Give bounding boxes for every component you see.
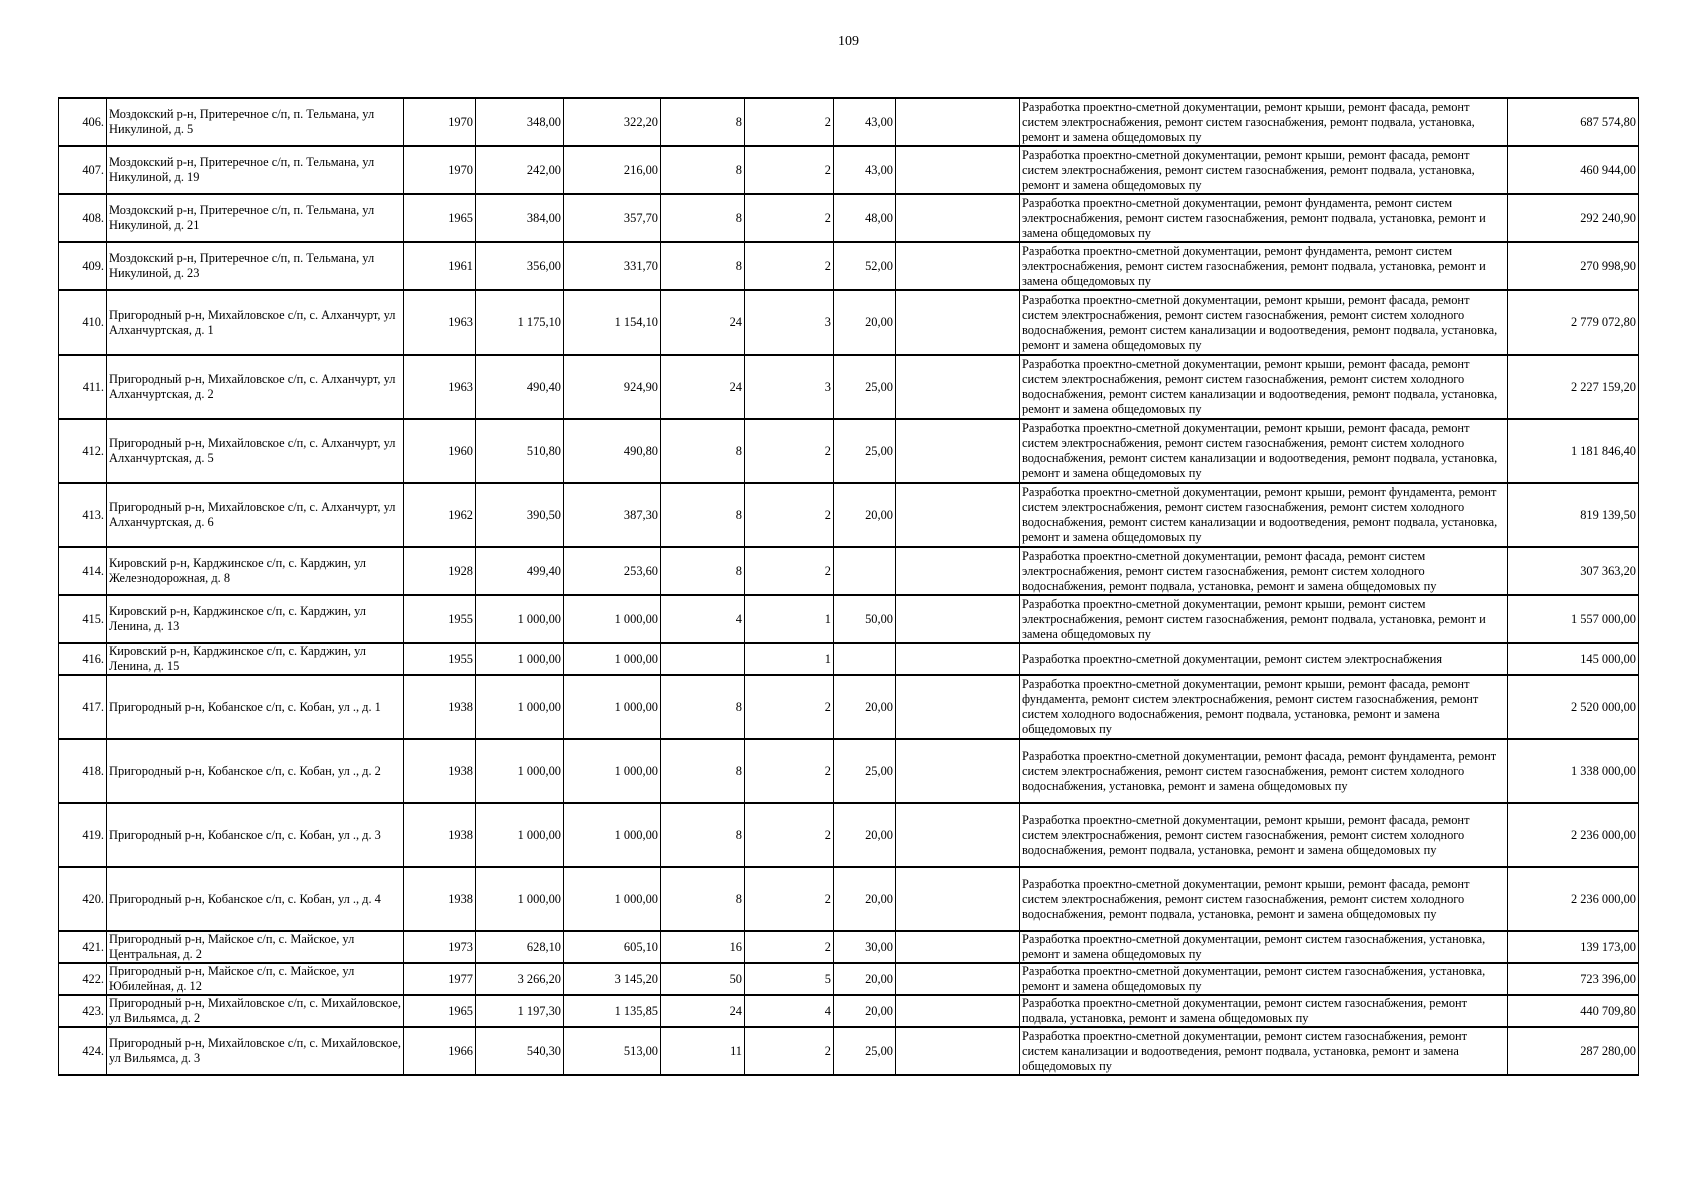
row-number-cell: 423.	[59, 995, 107, 1027]
apartments-cell: 8	[661, 146, 745, 194]
year-cell: 1961	[404, 242, 476, 290]
blank-cell	[896, 547, 1020, 595]
wear-cell: 20,00	[834, 867, 896, 931]
cost-cell: 270 998,90	[1508, 242, 1639, 290]
row-number-cell: 424.	[59, 1027, 107, 1075]
total-area-cell: 356,00	[476, 242, 564, 290]
works-cell: Разработка проектно-сметной документации, ремонт крыши, ремонт фасада, ремонт систем электроснабжения, ремонт систем газоснабжения, ремонт подвала, установка, ремонт и замена общедомовых пу	[1020, 98, 1508, 146]
total-area-cell: 628,10	[476, 931, 564, 963]
apartments-cell: 11	[661, 1027, 745, 1075]
table-row	[59, 995, 1639, 1027]
year-cell: 1938	[404, 803, 476, 867]
blank-cell	[896, 867, 1020, 931]
wear-cell: 25,00	[834, 419, 896, 483]
wear-cell: 25,00	[834, 739, 896, 803]
wear-cell: 43,00	[834, 98, 896, 146]
apartments-cell: 8	[661, 675, 745, 739]
living-area-cell: 253,60	[564, 547, 661, 595]
year-cell: 1970	[404, 98, 476, 146]
floors-cell: 5	[745, 963, 834, 995]
table-row	[59, 98, 1639, 146]
year-cell: 1973	[404, 931, 476, 963]
address-cell: Моздокский р-н, Притеречное с/п, п. Тельмана, ул Никулиной, д. 5	[107, 98, 404, 146]
cost-cell: 2 236 000,00	[1508, 803, 1639, 867]
works-cell: Разработка проектно-сметной документации, ремонт крыши, ремонт фасада, ремонт систем электроснабжения, ремонт систем газоснабжения, ремонт систем холодного водоснабжения, ремонт систем канализации и водоотведения, ремонт подвала, установка, ремонт и замена общедомовых пу	[1020, 355, 1508, 419]
works-cell: Разработка проектно-сметной документации, ремонт крыши, ремонт фасада, ремонт систем электроснабжения, ремонт систем газоснабжения, ремонт систем холодного водоснабжения, ремонт систем канализации и водоотведения, ремонт подвала, установка, ремонт и замена общедомовых пу	[1020, 290, 1508, 355]
living-area-cell: 357,70	[564, 194, 661, 242]
total-area-cell: 490,40	[476, 355, 564, 419]
row-number-cell: 415.	[59, 595, 107, 643]
year-cell: 1977	[404, 963, 476, 995]
works-cell: Разработка проектно-сметной документации, ремонт систем газоснабжения, ремонт подвала, установка, ремонт и замена общедомовых пу	[1020, 995, 1508, 1027]
floors-cell: 1	[745, 643, 834, 675]
apartments-cell: 50	[661, 963, 745, 995]
wear-cell: 20,00	[834, 963, 896, 995]
blank-cell	[896, 595, 1020, 643]
works-cell: Разработка проектно-сметной документации, ремонт крыши, ремонт систем электроснабжения, ремонт систем газоснабжения, ремонт подвала, установка, ремонт и замена общедомовых пу	[1020, 595, 1508, 643]
floors-cell: 3	[745, 290, 834, 355]
floors-cell: 2	[745, 1027, 834, 1075]
year-cell: 1955	[404, 595, 476, 643]
cost-cell: 139 173,00	[1508, 931, 1639, 963]
table-body	[59, 98, 1639, 1075]
floors-cell: 2	[745, 547, 834, 595]
address-cell: Пригородный р-н, Михайловское с/п, с. Алханчурт, ул Алханчуртская, д. 2	[107, 355, 404, 419]
table-row	[59, 803, 1639, 867]
address-cell: Пригородный р-н, Кобанское с/п, с. Кобан, ул ., д. 1	[107, 675, 404, 739]
living-area-cell: 387,30	[564, 483, 661, 547]
wear-cell: 25,00	[834, 1027, 896, 1075]
table-row	[59, 963, 1639, 995]
works-cell: Разработка проектно-сметной документации, ремонт фасада, ремонт фундамента, ремонт систем электроснабжения, ремонт систем газоснабжения, ремонт систем холодного водоснабжения, установка, ремонт и замена общедомовых пу	[1020, 739, 1508, 803]
table-row	[59, 867, 1639, 931]
floors-cell: 4	[745, 995, 834, 1027]
year-cell: 1928	[404, 547, 476, 595]
wear-cell: 20,00	[834, 995, 896, 1027]
address-cell: Пригородный р-н, Майское с/п, с. Майское, ул Центральная, д. 2	[107, 931, 404, 963]
blank-cell	[896, 643, 1020, 675]
floors-cell: 2	[745, 194, 834, 242]
living-area-cell: 1 000,00	[564, 803, 661, 867]
housing-repair-table	[58, 97, 1639, 1076]
wear-cell: 20,00	[834, 483, 896, 547]
works-cell: Разработка проектно-сметной документации, ремонт фундамента, ремонт систем электроснабжения, ремонт систем газоснабжения, ремонт подвала, установка, ремонт и замена общедомовых пу	[1020, 194, 1508, 242]
address-cell: Пригородный р-н, Кобанское с/п, с. Кобан, ул ., д. 2	[107, 739, 404, 803]
year-cell: 1962	[404, 483, 476, 547]
year-cell: 1965	[404, 995, 476, 1027]
total-area-cell: 1 000,00	[476, 643, 564, 675]
cost-cell: 460 944,00	[1508, 146, 1639, 194]
apartments-cell: 24	[661, 995, 745, 1027]
blank-cell	[896, 963, 1020, 995]
address-cell: Пригородный р-н, Кобанское с/п, с. Кобан, ул ., д. 4	[107, 867, 404, 931]
cost-cell: 1 557 000,00	[1508, 595, 1639, 643]
wear-cell: 43,00	[834, 146, 896, 194]
row-number-cell: 421.	[59, 931, 107, 963]
apartments-cell: 4	[661, 595, 745, 643]
row-number-cell: 407.	[59, 146, 107, 194]
floors-cell: 2	[745, 867, 834, 931]
apartments-cell: 16	[661, 931, 745, 963]
row-number-cell: 412.	[59, 419, 107, 483]
cost-cell: 1 338 000,00	[1508, 739, 1639, 803]
blank-cell	[896, 803, 1020, 867]
row-number-cell: 422.	[59, 963, 107, 995]
living-area-cell: 331,70	[564, 242, 661, 290]
row-number-cell: 409.	[59, 242, 107, 290]
floors-cell: 2	[745, 146, 834, 194]
floors-cell: 2	[745, 931, 834, 963]
works-cell: Разработка проектно-сметной документации, ремонт крыши, ремонт фасада, ремонт систем электроснабжения, ремонт систем газоснабжения, ремонт подвала, установка, ремонт и замена общедомовых пу	[1020, 146, 1508, 194]
apartments-cell: 24	[661, 355, 745, 419]
address-cell: Пригородный р-н, Майское с/п, с. Майское, ул Юбилейная, д. 12	[107, 963, 404, 995]
apartments-cell: 8	[661, 419, 745, 483]
total-area-cell: 1 000,00	[476, 675, 564, 739]
floors-cell: 2	[745, 242, 834, 290]
cost-cell: 723 396,00	[1508, 963, 1639, 995]
table-row	[59, 547, 1639, 595]
table-row	[59, 355, 1639, 419]
living-area-cell: 1 135,85	[564, 995, 661, 1027]
year-cell: 1963	[404, 355, 476, 419]
year-cell: 1955	[404, 643, 476, 675]
works-cell: Разработка проектно-сметной документации, ремонт систем газоснабжения, установка, ремонт и замена общедомовых пу	[1020, 963, 1508, 995]
year-cell: 1963	[404, 290, 476, 355]
floors-cell: 1	[745, 595, 834, 643]
row-number-cell: 414.	[59, 547, 107, 595]
table-row	[59, 483, 1639, 547]
living-area-cell: 605,10	[564, 931, 661, 963]
living-area-cell: 216,00	[564, 146, 661, 194]
total-area-cell: 499,40	[476, 547, 564, 595]
total-area-cell: 1 000,00	[476, 595, 564, 643]
works-cell: Разработка проектно-сметной документации, ремонт систем газоснабжения, ремонт систем канализации и водоотведения, ремонт подвала, установка, ремонт и замена общедомовых пу	[1020, 1027, 1508, 1075]
apartments-cell	[661, 643, 745, 675]
apartments-cell: 24	[661, 290, 745, 355]
blank-cell	[896, 146, 1020, 194]
wear-cell: 20,00	[834, 675, 896, 739]
row-number-cell: 413.	[59, 483, 107, 547]
table-row	[59, 739, 1639, 803]
address-cell: Кировский р-н, Карджинское с/п, с. Карджин, ул Ленина, д. 13	[107, 595, 404, 643]
living-area-cell: 490,80	[564, 419, 661, 483]
wear-cell	[834, 547, 896, 595]
works-cell: Разработка проектно-сметной документации, ремонт крыши, ремонт фасада, ремонт систем электроснабжения, ремонт систем газоснабжения, ремонт систем холодного водоснабжения, ремонт подвала, установка, ремонт и замена общедомовых пу	[1020, 867, 1508, 931]
blank-cell	[896, 1027, 1020, 1075]
total-area-cell: 348,00	[476, 98, 564, 146]
cost-cell: 292 240,90	[1508, 194, 1639, 242]
address-cell: Пригородный р-н, Михайловское с/п, с. Алханчурт, ул Алханчуртская, д. 1	[107, 290, 404, 355]
address-cell: Кировский р-н, Карджинское с/п, с. Карджин, ул Ленина, д. 15	[107, 643, 404, 675]
address-cell: Пригородный р-н, Михайловское с/п, с. Алханчурт, ул Алханчуртская, д. 6	[107, 483, 404, 547]
works-cell: Разработка проектно-сметной документации, ремонт крыши, ремонт фасада, ремонт фундамента, ремонт систем электроснабжения, ремонт систем газоснабжения, ремонт систем холодного водоснабжения, ремонт подвала, установка, ремонт и замена общедомовых пу	[1020, 675, 1508, 739]
living-area-cell: 1 000,00	[564, 643, 661, 675]
row-number-cell: 411.	[59, 355, 107, 419]
table-row	[59, 419, 1639, 483]
year-cell: 1966	[404, 1027, 476, 1075]
total-area-cell: 510,80	[476, 419, 564, 483]
table-row	[59, 1027, 1639, 1075]
cost-cell: 1 181 846,40	[1508, 419, 1639, 483]
total-area-cell: 384,00	[476, 194, 564, 242]
blank-cell	[896, 995, 1020, 1027]
row-number-cell: 418.	[59, 739, 107, 803]
cost-cell: 440 709,80	[1508, 995, 1639, 1027]
year-cell: 1938	[404, 867, 476, 931]
address-cell: Моздокский р-н, Притеречное с/п, п. Тельмана, ул Никулиной, д. 23	[107, 242, 404, 290]
apartments-cell: 8	[661, 867, 745, 931]
wear-cell: 25,00	[834, 355, 896, 419]
living-area-cell: 322,20	[564, 98, 661, 146]
cost-cell: 687 574,80	[1508, 98, 1639, 146]
address-cell: Моздокский р-н, Притеречное с/п, п. Тельмана, ул Никулиной, д. 19	[107, 146, 404, 194]
cost-cell: 307 363,20	[1508, 547, 1639, 595]
total-area-cell: 1 175,10	[476, 290, 564, 355]
row-number-cell: 410.	[59, 290, 107, 355]
total-area-cell: 540,30	[476, 1027, 564, 1075]
apartments-cell: 8	[661, 739, 745, 803]
blank-cell	[896, 419, 1020, 483]
table-row	[59, 146, 1639, 194]
total-area-cell: 242,00	[476, 146, 564, 194]
row-number-cell: 420.	[59, 867, 107, 931]
row-number-cell: 417.	[59, 675, 107, 739]
table-row	[59, 595, 1639, 643]
wear-cell	[834, 643, 896, 675]
cost-cell: 2 227 159,20	[1508, 355, 1639, 419]
blank-cell	[896, 242, 1020, 290]
living-area-cell: 1 000,00	[564, 867, 661, 931]
living-area-cell: 924,90	[564, 355, 661, 419]
works-cell: Разработка проектно-сметной документации, ремонт фасада, ремонт систем электроснабжения, ремонт систем газоснабжения, ремонт систем холодного водоснабжения, ремонт подвала, установка, ремонт и замена общедомовых пу	[1020, 547, 1508, 595]
address-cell: Моздокский р-н, Притеречное с/п, п. Тельмана, ул Никулиной, д. 21	[107, 194, 404, 242]
row-number-cell: 406.	[59, 98, 107, 146]
wear-cell: 52,00	[834, 242, 896, 290]
apartments-cell: 8	[661, 547, 745, 595]
apartments-cell: 8	[661, 98, 745, 146]
table-row	[59, 194, 1639, 242]
cost-cell: 2 779 072,80	[1508, 290, 1639, 355]
works-cell: Разработка проектно-сметной документации, ремонт крыши, ремонт фундамента, ремонт систем электроснабжения, ремонт систем газоснабжения, ремонт систем холодного водоснабжения, ремонт систем канализации и водоотведения, ремонт подвала, установка, ремонт и замена общедомовых пу	[1020, 483, 1508, 547]
living-area-cell: 3 145,20	[564, 963, 661, 995]
apartments-cell: 8	[661, 483, 745, 547]
table-row	[59, 675, 1639, 739]
cost-cell: 2 236 000,00	[1508, 867, 1639, 931]
apartments-cell: 8	[661, 194, 745, 242]
total-area-cell: 390,50	[476, 483, 564, 547]
apartments-cell: 8	[661, 803, 745, 867]
wear-cell: 48,00	[834, 194, 896, 242]
blank-cell	[896, 483, 1020, 547]
cost-cell: 819 139,50	[1508, 483, 1639, 547]
blank-cell	[896, 98, 1020, 146]
floors-cell: 3	[745, 355, 834, 419]
total-area-cell: 1 197,30	[476, 995, 564, 1027]
blank-cell	[896, 194, 1020, 242]
page-number: 109	[838, 34, 859, 49]
floors-cell: 2	[745, 98, 834, 146]
row-number-cell: 419.	[59, 803, 107, 867]
wear-cell: 50,00	[834, 595, 896, 643]
total-area-cell: 1 000,00	[476, 867, 564, 931]
total-area-cell: 3 266,20	[476, 963, 564, 995]
works-cell: Разработка проектно-сметной документации, ремонт систем электроснабжения	[1020, 643, 1508, 675]
living-area-cell: 513,00	[564, 1027, 661, 1075]
living-area-cell: 1 000,00	[564, 595, 661, 643]
works-cell: Разработка проектно-сметной документации, ремонт фундамента, ремонт систем электроснабжения, ремонт систем газоснабжения, ремонт подвала, установка, ремонт и замена общедомовых пу	[1020, 242, 1508, 290]
table-row	[59, 242, 1639, 290]
living-area-cell: 1 154,10	[564, 290, 661, 355]
year-cell: 1938	[404, 739, 476, 803]
wear-cell: 30,00	[834, 931, 896, 963]
address-cell: Пригородный р-н, Михайловское с/п, с. Михайловское, ул Вильямса, д. 2	[107, 995, 404, 1027]
address-cell: Пригородный р-н, Кобанское с/п, с. Кобан, ул ., д. 3	[107, 803, 404, 867]
wear-cell: 20,00	[834, 290, 896, 355]
address-cell: Пригородный р-н, Михайловское с/п, с. Алханчурт, ул Алханчуртская, д. 5	[107, 419, 404, 483]
blank-cell	[896, 675, 1020, 739]
floors-cell: 2	[745, 739, 834, 803]
table-row	[59, 643, 1639, 675]
apartments-cell: 8	[661, 242, 745, 290]
year-cell: 1960	[404, 419, 476, 483]
table-row	[59, 931, 1639, 963]
works-cell: Разработка проектно-сметной документации, ремонт крыши, ремонт фасада, ремонт систем электроснабжения, ремонт систем газоснабжения, ремонт систем холодного водоснабжения, ремонт систем канализации и водоотведения, ремонт подвала, установка, ремонт и замена общедомовых пу	[1020, 419, 1508, 483]
row-number-cell: 416.	[59, 643, 107, 675]
works-cell: Разработка проектно-сметной документации, ремонт крыши, ремонт фасада, ремонт систем электроснабжения, ремонт систем газоснабжения, ремонт систем холодного водоснабжения, ремонт подвала, установка, ремонт и замена общедомовых пу	[1020, 803, 1508, 867]
cost-cell: 287 280,00	[1508, 1027, 1639, 1075]
address-cell: Кировский р-н, Карджинское с/п, с. Карджин, ул Железнодорожная, д. 8	[107, 547, 404, 595]
floors-cell: 2	[745, 803, 834, 867]
blank-cell	[896, 739, 1020, 803]
year-cell: 1970	[404, 146, 476, 194]
floors-cell: 2	[745, 675, 834, 739]
cost-cell: 145 000,00	[1508, 643, 1639, 675]
cost-cell: 2 520 000,00	[1508, 675, 1639, 739]
floors-cell: 2	[745, 483, 834, 547]
table-row	[59, 290, 1639, 355]
blank-cell	[896, 355, 1020, 419]
blank-cell	[896, 931, 1020, 963]
row-number-cell: 408.	[59, 194, 107, 242]
floors-cell: 2	[745, 419, 834, 483]
wear-cell: 20,00	[834, 803, 896, 867]
blank-cell	[896, 290, 1020, 355]
address-cell: Пригородный р-н, Михайловское с/п, с. Михайловское, ул Вильямса, д. 3	[107, 1027, 404, 1075]
total-area-cell: 1 000,00	[476, 739, 564, 803]
living-area-cell: 1 000,00	[564, 739, 661, 803]
year-cell: 1938	[404, 675, 476, 739]
living-area-cell: 1 000,00	[564, 675, 661, 739]
works-cell: Разработка проектно-сметной документации, ремонт систем газоснабжения, установка, ремонт и замена общедомовых пу	[1020, 931, 1508, 963]
year-cell: 1965	[404, 194, 476, 242]
total-area-cell: 1 000,00	[476, 803, 564, 867]
